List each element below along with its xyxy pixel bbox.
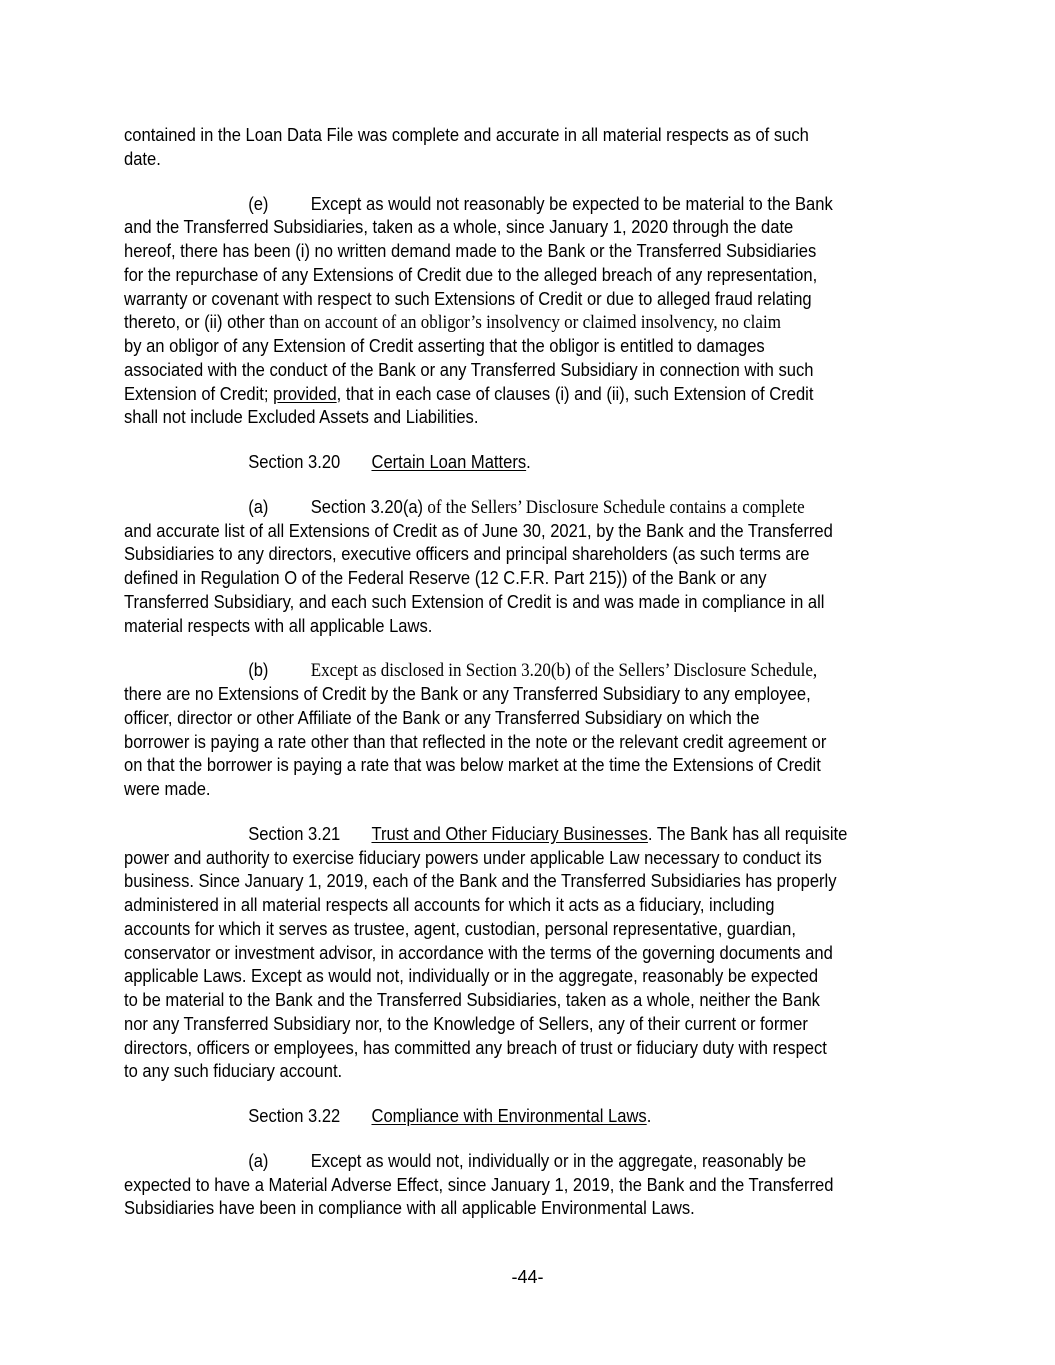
text-line — [124, 870, 878, 894]
text-line — [124, 1105, 878, 1129]
text-segment: accounts for which it serves as trustee, agent, custodian, personal representative, guardian, — [124, 918, 796, 939]
text-line — [124, 894, 878, 918]
page-number: -44- — [511, 1267, 544, 1287]
text-line — [124, 311, 878, 335]
document-body — [124, 124, 944, 1242]
section-number: Section 3.22 — [248, 1106, 341, 1126]
text-line — [124, 543, 878, 567]
text-line — [124, 335, 878, 359]
text-segment: shall not include Excluded Assets and Liabilities. — [124, 407, 479, 428]
text-segment: Except as would not reasonably be expected to be material to the Bank — [310, 193, 833, 214]
text-line — [124, 989, 878, 1013]
text-line — [124, 1013, 878, 1037]
text-segment: and the Transferred Subsidiaries, taken as a whole, since January 1, 2020 through the date — [124, 217, 794, 238]
text-line — [124, 965, 878, 989]
text-segment: . The Bank has all requisite — [647, 823, 848, 844]
text-segment: Except as would not, individually or in the aggregate, reasonably be — [310, 1150, 807, 1171]
section-number: Section 3.21 — [248, 823, 341, 844]
text-segment: officer, director or other Affiliate of the Bank or any Transferred Subsidiary on which the — [124, 707, 760, 728]
text-line — [124, 707, 878, 731]
text-line — [124, 683, 878, 707]
paragraph — [124, 124, 944, 172]
clause-label: (b) — [248, 660, 269, 681]
text-segment: , that in each case of clauses (i) and (ii), such Extension of Credit — [336, 383, 814, 404]
text-segment: Section 3.20(a) — [310, 496, 424, 517]
text-segment: nor any Transferred Subsidiary nor, to the Knowledge of Sellers, any of their current or former — [124, 1013, 808, 1034]
text-segment: for the repurchase of any Extensions of Credit due to the alleged breach of any representation, — [124, 264, 818, 285]
text-line — [124, 406, 878, 430]
text-segment: defined in Regulation O of the Federal Reserve (12 C.F.R. Part 215)) of the Bank or any — [124, 568, 767, 588]
paragraph — [124, 193, 944, 431]
text-line — [124, 520, 878, 544]
text-segment: Except as disclosed in Section 3.20(b) of the Sellers’ Disclosure Schedule, — [310, 661, 818, 682]
text-line — [124, 754, 878, 778]
text-line — [124, 240, 878, 264]
text-segment: and accurate list of all Extensions of Credit as of June 30, 2021, by the Bank and the Transferred — [124, 520, 833, 541]
underlined-heading: provided — [273, 383, 337, 404]
underlined-heading: Trust and Other Fiduciary Businesses — [371, 823, 648, 844]
text-segment: warranty or covenant with respect to such Extensions of Credit or due to alleged fraud relating — [124, 288, 812, 309]
text-segment: an on account of an obligor’s insolvency or claimed insolvency, no claim — [283, 313, 781, 334]
text-segment: . — [526, 452, 531, 472]
text-line — [124, 1150, 878, 1174]
text-line — [124, 451, 878, 475]
text-segment: power and authority to exercise fiduciary powers under applicable Law necessary to conduct its — [124, 847, 822, 868]
text-segment: on that the borrower is paying a rate that was below market at the time the Extensions of Credit — [124, 755, 821, 776]
text-segment: directors, officers or employees, has committed any breach of trust or fiduciary duty with respect — [124, 1037, 827, 1058]
text-segment: Extension of Credit; — [124, 383, 274, 404]
text-segment: to be material to the Bank and the Transferred Subsidiaries, taken as a whole, neither the Bank — [124, 990, 820, 1010]
text-line — [124, 496, 878, 520]
text-line — [124, 1174, 878, 1198]
text-line — [124, 1197, 878, 1221]
text-segment: to any such fiduciary account. — [124, 1061, 343, 1082]
text-segment: Subsidiaries to any directors, executive officers and principal shareholders (as such terms are — [124, 544, 810, 565]
text-segment: business. Since January 1, 2019, each of the Bank and the Transferred Subsidiaries has properly — [124, 871, 837, 892]
text-segment: administered in all material respects all accounts for which it acts as a fiduciary, including — [124, 895, 775, 915]
paragraph — [124, 659, 944, 802]
text-line — [124, 359, 878, 383]
text-segment: hereof, there has been (i) no written demand made to the Bank or the Transferred Subsidiaries — [124, 241, 817, 261]
text-line — [124, 1060, 878, 1084]
text-segment: contained in the Loan Data File was complete and accurate in all material respects as of such — [124, 125, 809, 145]
text-line — [124, 1037, 878, 1061]
text-line — [124, 942, 878, 966]
text-segment: expected to have a Material Adverse Effect, since January 1, 2019, the Bank and the Transferred — [124, 1174, 834, 1195]
text-segment: applicable Laws. Except as would not, individually or in the aggregate, reasonably be expected — [124, 966, 819, 987]
text-segment: conservator or investment advisor, in accordance with the terms of the governing documents and — [124, 942, 833, 963]
text-line — [124, 567, 878, 591]
text-segment: date. — [124, 148, 161, 169]
text-line — [124, 264, 878, 288]
text-segment: of the Sellers’ Disclosure Schedule contains a complete — [423, 497, 805, 518]
underlined-heading: Certain Loan Matters — [371, 452, 527, 472]
section-paragraph — [124, 823, 944, 1084]
section-paragraph — [124, 1105, 944, 1129]
text-segment: thereto, or (ii) other th — [124, 312, 284, 333]
text-line — [124, 591, 878, 615]
underlined-heading: Compliance with Environmental Laws — [371, 1106, 647, 1126]
text-line — [124, 731, 878, 755]
text-line — [124, 148, 878, 172]
text-line — [124, 823, 878, 847]
section-paragraph — [124, 451, 944, 475]
section-number: Section 3.20 — [248, 452, 341, 472]
clause-label: (e) — [248, 193, 269, 214]
text-line — [124, 847, 878, 871]
text-segment: borrower is paying a rate other than that reflected in the note or the relevant credit agreement or — [124, 731, 827, 752]
text-line — [124, 615, 878, 639]
text-line — [124, 918, 878, 942]
text-line — [124, 216, 878, 240]
text-line — [124, 778, 878, 802]
text-line — [124, 288, 878, 312]
text-segment: there are no Extensions of Credit by the Bank or any Transferred Subsidiary to any employee, — [124, 684, 811, 704]
paragraph — [124, 1150, 944, 1221]
text-line — [124, 383, 878, 407]
text-segment: Subsidiaries have been in compliance with all applicable Environmental Laws. — [124, 1198, 695, 1219]
clause-label: (a) — [248, 496, 269, 517]
text-segment: associated with the conduct of the Bank or any Transferred Subsidiary in connection with such — [124, 359, 814, 380]
text-line — [124, 124, 878, 148]
text-line — [124, 193, 878, 217]
text-segment: material respects with all applicable Laws. — [124, 615, 433, 636]
text-segment: . — [646, 1106, 652, 1126]
text-segment: were made. — [124, 779, 211, 799]
text-segment: by an obligor of any Extension of Credit asserting that the obligor is entitled to damages — [124, 336, 765, 356]
text-line — [124, 659, 878, 683]
paragraph — [124, 496, 944, 639]
text-segment: Transferred Subsidiary, and each such Extension of Credit is and was made in compliance in all — [124, 591, 825, 612]
clause-label: (a) — [248, 1150, 269, 1171]
